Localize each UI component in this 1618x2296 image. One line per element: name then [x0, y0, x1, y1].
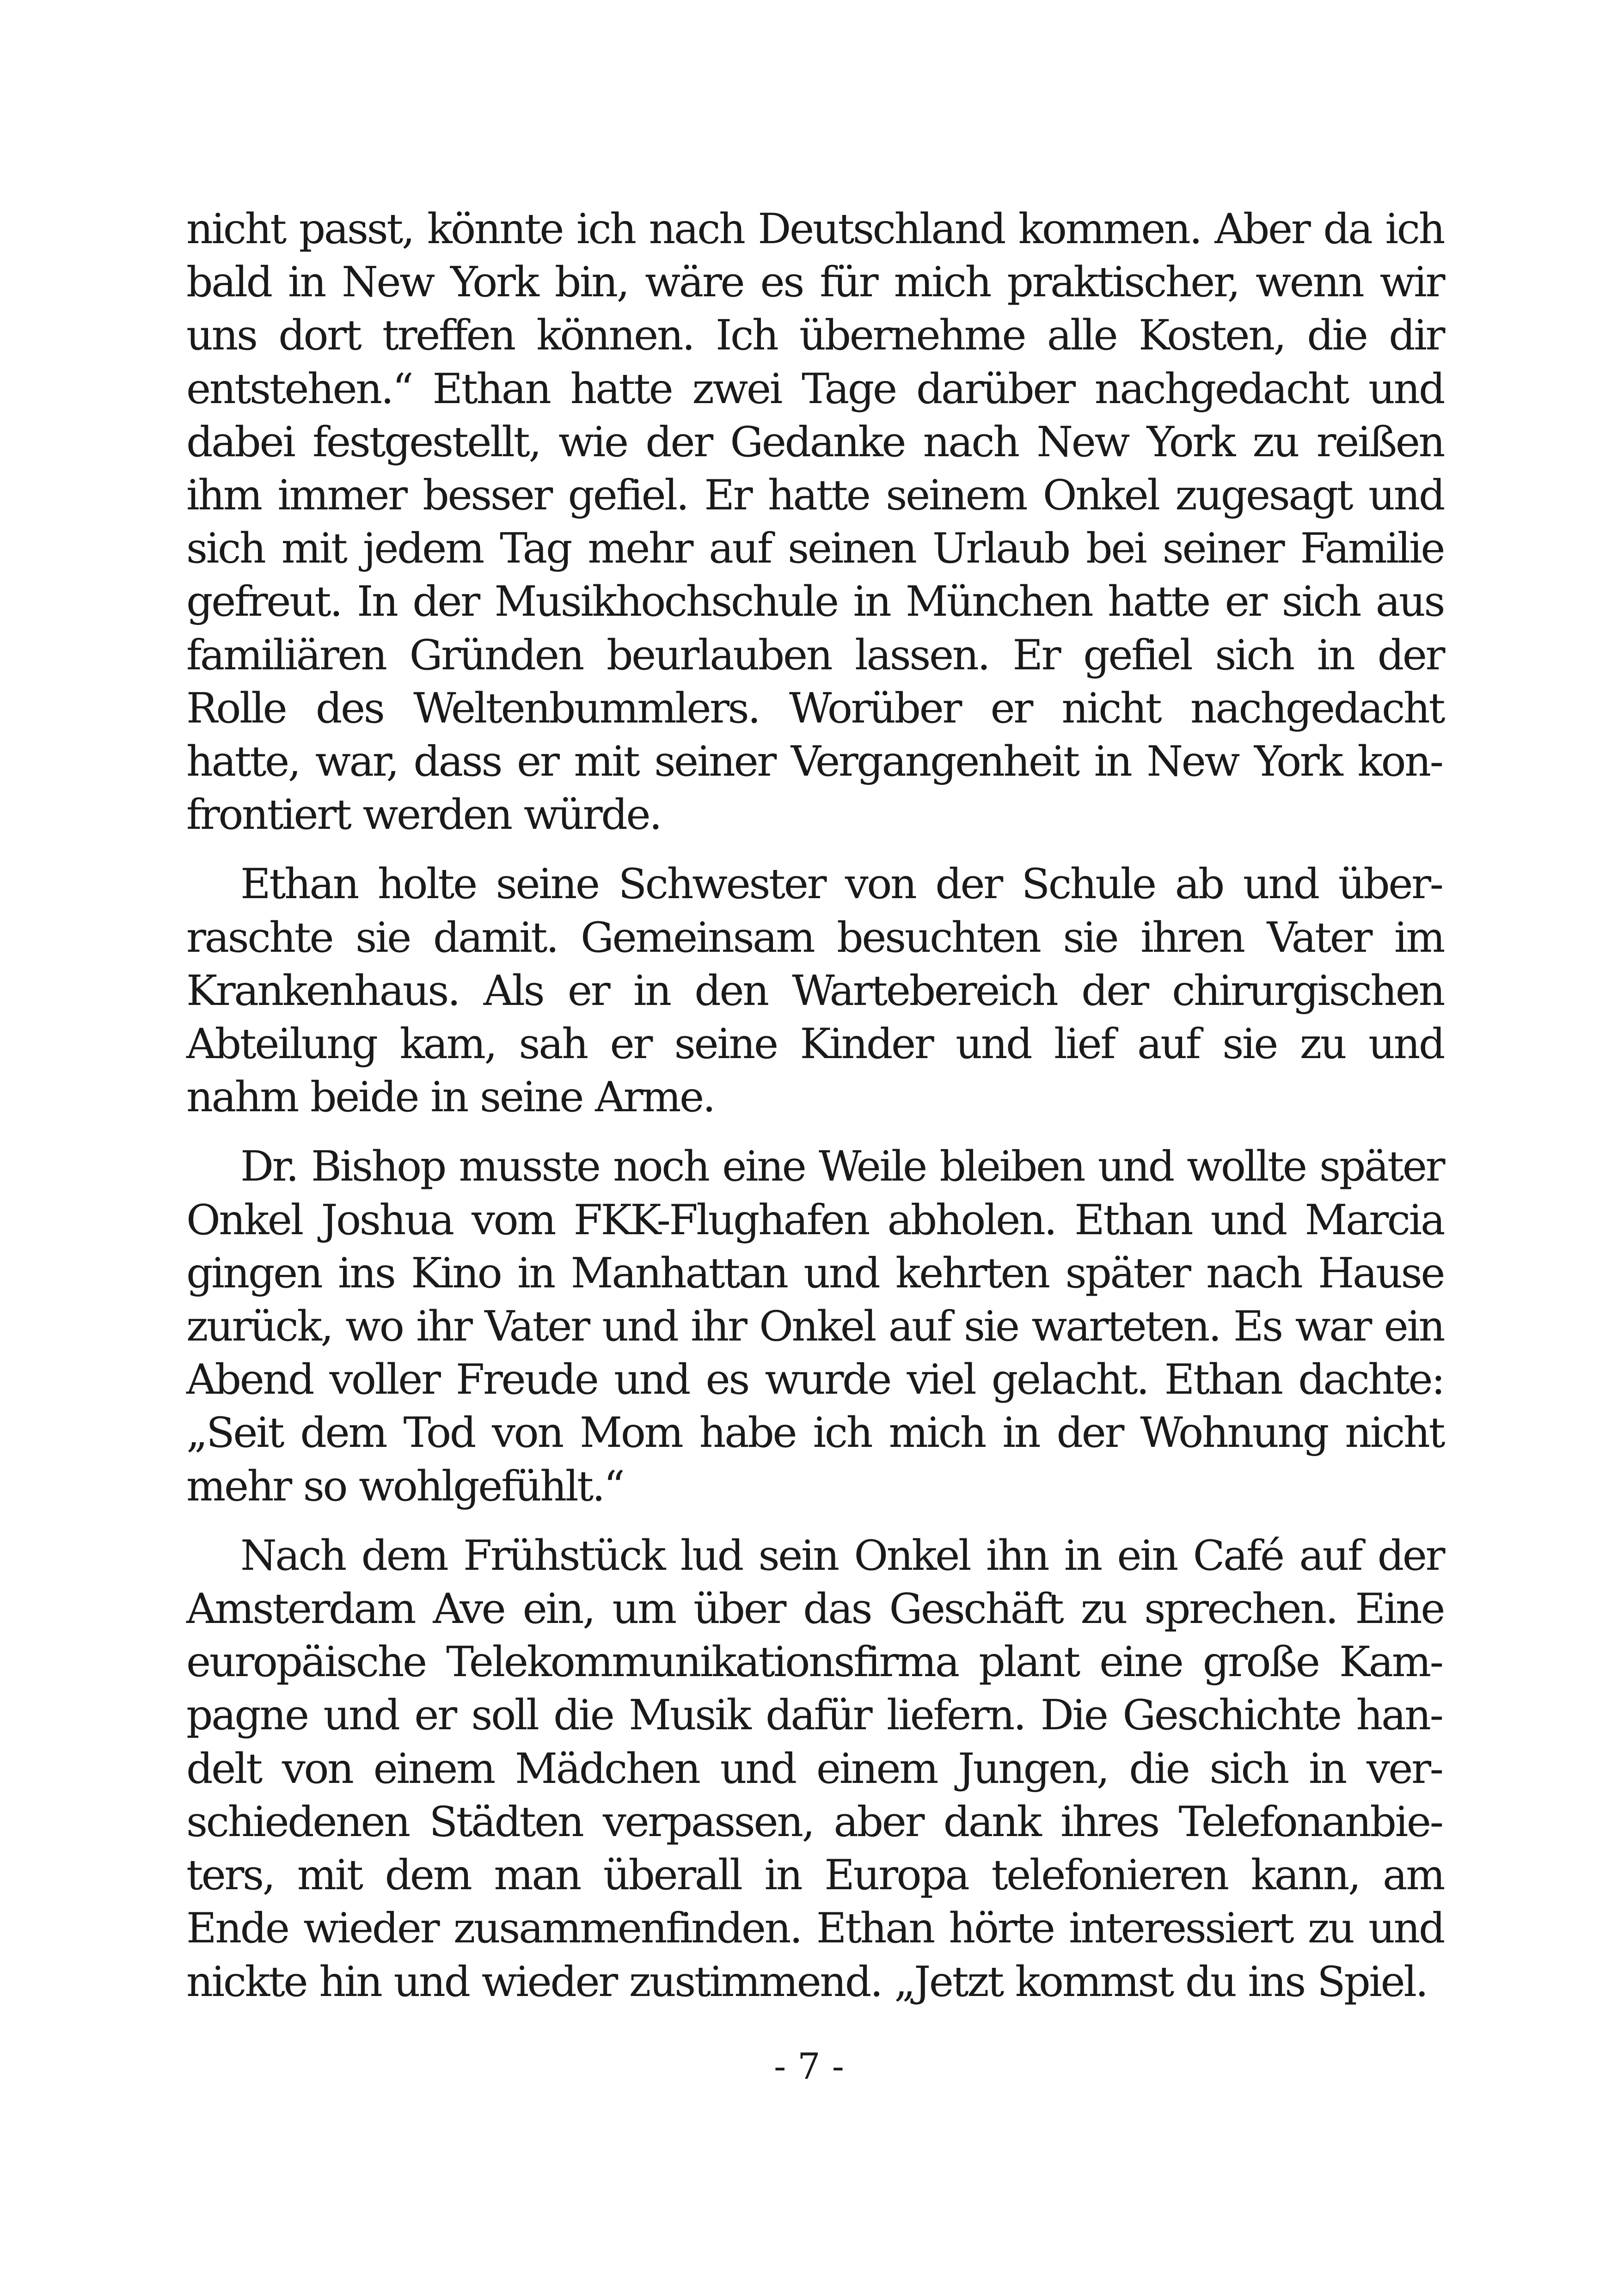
- paragraph: Dr. Bishop musste noch eine Weile bleiben und wollte später Onkel Joshua vom FKK-Flughafen abholen. Ethan und Marcia gingen ins Kino in Manhattan und kehrten später nach Hause zurück, wo ihr Vater und ihr Onkel auf sie warteten. Es war ein Abend voller Freude und es wurde viel gelacht. Ethan dachte: „Seit dem Tod von Mom habe ich mich in der Wohnung nicht mehr so wohlgefühlt.“: [186, 1142, 1444, 1511]
- body-text: [186, 202, 1444, 2008]
- paragraph: Ethan holte seine Schwester von der Schule ab und überraschte sie damit. Gemeinsam besuchten sie ihren Vater im Krankenhaus. Als er in den Wartebereich der chirurgischen Abteilung kam, sah er seine Kinder und lief auf sie zu und nahm beide in seine Arme.: [186, 860, 1444, 1122]
- page-number: - 7 -: [774, 2046, 844, 2088]
- paragraph-continued: nicht passt, könnte ich nach Deutschland kommen. Aber da ich bald in New York bin, wäre es für mich praktischer, wenn wir uns dort treffen können. Ich übernehme alle Kosten, die dir entstehen.“ Ethan hatte zwei Tage darüber nachgedacht und dabei festgestellt, wie der Gedanke nach New York zu reißen ihm immer besser gefiel. Er hatte seinem Onkel zugesagt und sich mit jedem Tag mehr auf seinen Urlaub bei seiner Familie gefreut. In der Musikhochschule in München hatte er sich aus familiären Gründen beurlauben lassen. Er gefiel sich in der Rolle des Weltenbummlers. Worüber er nicht nachgedacht hatte, war, dass er mit seiner Vergangenheit in New York konfrontiert werden würde.: [186, 205, 1444, 839]
- paragraph: Nach dem Frühstück lud sein Onkel ihn in ein Café auf der Amsterdam Ave ein, um über das Geschäft zu sprechen. Eine europäische Telekommunikationsfirma plant eine große Kampagne und er soll die Musik dafür liefern. Die Geschichte handelt von einem Mädchen und einem Jungen, die sich in verschiedenen Städten verpassen, aber dank ihres Telefonanbieters, mit dem man überall in Europa telefonieren kann, am Ende wieder zusammenfinden. Ethan hörte interessiert zu und nickte hin und wieder zustimmend. „Jetzt kommst du ins Spiel.: [186, 1531, 1444, 2006]
